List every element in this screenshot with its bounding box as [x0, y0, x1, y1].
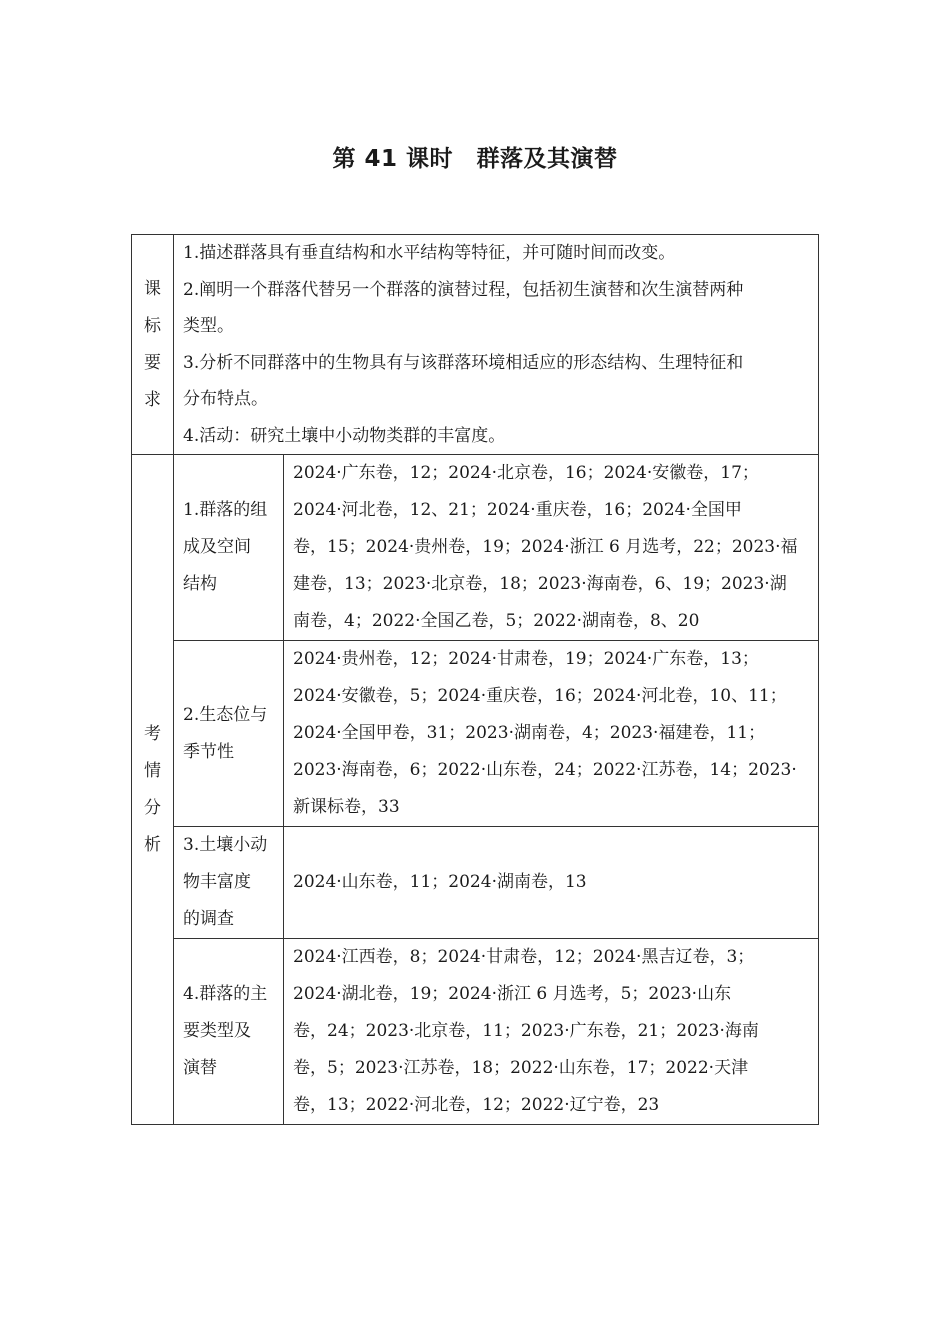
standards-row: [132, 235, 819, 455]
exam-line: 2024·江西卷，8；2024·甘肃卷，12；2024·黑吉辽卷，3；: [293, 947, 755, 967]
topic-line: 3.土壤小动: [183, 835, 268, 855]
exam-line: 2024·贵州卷，12；2024·甘肃卷，19；2024·广东卷，13；: [293, 649, 759, 669]
exam-cell: [284, 939, 819, 1125]
analysis-label-char: 析: [144, 834, 161, 855]
exam-cell: [284, 827, 819, 939]
standards-line: 3.分析不同群落中的生物具有与该群落环境相适应的形态结构、生理特征和: [183, 352, 744, 373]
analysis-label-char: 考: [144, 723, 161, 744]
exam-cell: [284, 455, 819, 641]
standards-line: 4.活动：研究土壤中小动物类群的丰富度。: [183, 425, 506, 446]
topic-cell: [174, 455, 284, 641]
exam-line: 南卷，4；2022·全国乙卷，5；2022·湖南卷，8、20: [293, 611, 700, 631]
page-title: 第 41 课时 群落及其演替: [332, 146, 618, 172]
standards-label: [132, 235, 174, 455]
exam-line: 2024·湖北卷，19；2024·浙江 6 月选考，5；2023·山东: [293, 984, 732, 1004]
topic-line: 4.群落的主: [183, 984, 268, 1004]
analysis-row: [132, 827, 819, 939]
topic-cell: [174, 939, 284, 1125]
standards-line: 类型。: [183, 316, 234, 336]
exam-line: 新课标卷，33: [293, 797, 400, 817]
exam-line: 2024·全国甲卷，31；2023·湖南卷，4；2023·福建卷，11；: [293, 723, 766, 743]
exam-line: 建卷，13；2023·北京卷，18；2023·海南卷，6、19；2023·湖: [293, 574, 787, 594]
topic-line: 演替: [183, 1058, 217, 1078]
topic-line: 成及空间: [183, 537, 251, 557]
exam-line: 2024·广东卷，12；2024·北京卷，16；2024·安徽卷，17；: [293, 463, 759, 483]
standards-label-char: 课: [144, 278, 161, 299]
standards-line: 1.描述群落具有垂直结构和水平结构等特征，并可随时间而改变。: [183, 243, 676, 263]
topic-line: 要类型及: [183, 1021, 251, 1041]
standards-label-char: 要: [144, 352, 161, 373]
topic-line: 1.群落的组: [183, 500, 268, 520]
topic-line: 2.生态位与: [183, 704, 268, 725]
standards-line: 分布特点。: [183, 389, 268, 409]
topic-line: 的调查: [183, 909, 234, 929]
exam-line: 2024·安徽卷，5；2024·重庆卷，16；2024·河北卷，10、11；: [293, 686, 787, 706]
analysis-label-char: 情: [144, 760, 161, 781]
exam-line: 2024·山东卷，11；2024·湖南卷，13: [293, 872, 587, 892]
curriculum-table: [131, 234, 819, 1125]
standards-label-char: 求: [144, 389, 161, 410]
exam-line: 卷，5；2023·江苏卷，18；2022·山东卷，17；2022·天津: [293, 1058, 749, 1078]
standards-content: [174, 235, 819, 455]
analysis-label: [132, 455, 174, 1125]
exam-cell: [284, 641, 819, 827]
exam-line: 卷，13；2022·河北卷，12；2022·辽宁卷，23: [293, 1095, 660, 1115]
topic-cell: [174, 827, 284, 939]
topic-line: 季节性: [183, 741, 234, 762]
analysis-label-char: 分: [144, 797, 161, 818]
topic-cell: [174, 641, 284, 827]
standards-label-char: 标: [144, 315, 161, 336]
analysis-row: [132, 641, 819, 827]
analysis-row: [132, 455, 819, 641]
topic-line: 结构: [183, 574, 217, 594]
topic-line: 物丰富度: [183, 872, 251, 892]
exam-line: 2024·河北卷，12、21；2024·重庆卷，16；2024·全国甲: [293, 500, 742, 520]
exam-line: 卷，24；2023·北京卷，11；2023·广东卷，21；2023·海南: [293, 1021, 759, 1041]
exam-line: 2023·海南卷，6；2022·山东卷，24；2022·江苏卷，14；2023·: [293, 760, 797, 780]
analysis-row: [132, 939, 819, 1125]
exam-line: 卷，15；2024·贵州卷，19；2024·浙江 6 月选考，22；2023·福: [293, 537, 798, 557]
standards-line: 2.阐明一个群落代替另一个群落的演替过程，包括初生演替和次生演替两种: [183, 279, 744, 300]
